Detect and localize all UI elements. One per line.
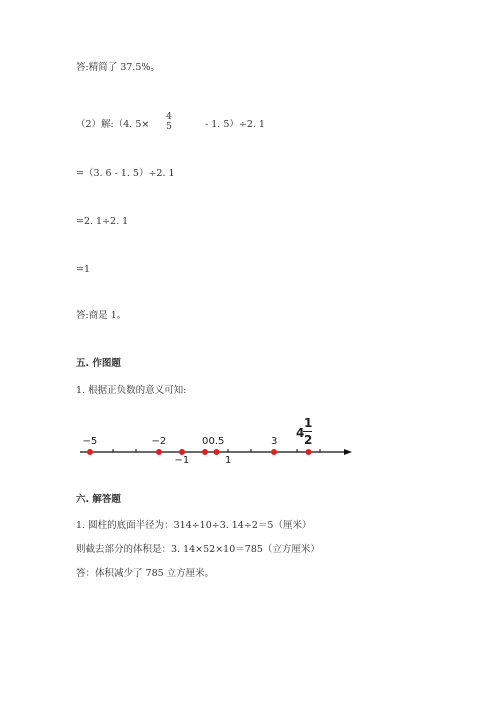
answer-text-1: 答:精简了 37.5%。	[76, 62, 160, 73]
solution-step-1-prefix: （2）解:（4. 5×	[76, 119, 150, 130]
mixed-number-whole: 4	[296, 426, 305, 440]
number-line-label: 0.5	[208, 436, 225, 447]
solution-step-4: =1	[76, 264, 91, 275]
solution-6-line-2: 则截去部分的体积是：3. 14×52×10＝785（立方厘米）	[76, 544, 320, 555]
section-heading-6: 六. 解答题	[76, 494, 121, 505]
number-line-point	[202, 449, 208, 455]
section-heading-5: 五. 作图题	[76, 358, 121, 369]
solution-step-2: =（3. 6 - 1. 5）÷2. 1	[76, 168, 175, 179]
arrow-head-icon	[344, 449, 352, 455]
number-line-point	[271, 449, 277, 455]
number-line-label: 3	[271, 436, 278, 447]
solution-6-line-1: 1. 圆柱的底面半径为：314÷10÷3. 14÷2＝5（厘米）	[76, 520, 312, 531]
number-line-label: −1	[174, 455, 190, 466]
fraction-four-fifths	[162, 112, 176, 132]
number-line-point	[214, 449, 220, 455]
solution-step-1-suffix: - 1. 5）÷2. 1	[205, 119, 265, 130]
number-line-label: −5	[82, 436, 98, 447]
fraction-denominator: 5	[166, 122, 172, 132]
fraction-numerator: 4	[166, 112, 172, 122]
mixed-number-fraction-bar	[303, 431, 312, 432]
number-line-label: −2	[151, 436, 167, 447]
answer-text-2: 答:商是 1。	[76, 310, 127, 321]
number-line-point	[306, 449, 312, 455]
number-line-point	[156, 449, 162, 455]
mixed-number-numerator: 1	[304, 416, 313, 430]
number-line-label: 0	[202, 436, 209, 447]
solution-step-3: =2. 1÷2. 1	[76, 216, 129, 227]
number-line-label: 1	[225, 455, 232, 466]
question-5-1: 1. 根据正负数的意义可知:	[76, 385, 187, 396]
answer-6: 答：体积减少了 785 立方厘米。	[76, 568, 215, 579]
number-line-point	[87, 449, 93, 455]
mixed-number-denominator: 2	[304, 433, 313, 447]
